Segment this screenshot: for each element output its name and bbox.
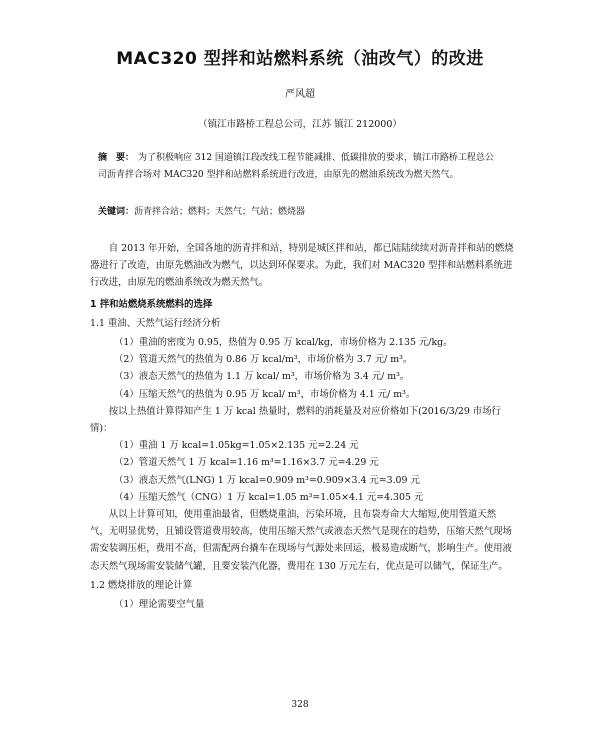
- author-name: 严风超: [285, 89, 315, 100]
- body-text: [90, 240, 514, 613]
- list-item: （3）液态天然气的热值为 1.1 万 kcal/ m³，市场价格为 3.4 元/ m³。: [114, 371, 410, 383]
- list-item: （2）管道天然气 1 万 kcal=1.16 m³=1.16×3.7 元=4.29 元: [114, 457, 379, 469]
- abstract-text: 为了积极响应 312 国道镇江段改线工程节能减排、低碳排放的要求，镇江市路桥工程总公司沥青拌合场对 MAC320 型拌和站燃料系统进行改进，由原先的燃油系统改为燃天然气。: [98, 153, 494, 180]
- list-item: （4）压缩天然气的热值为 0.95 万 kcal/ m³，市场价格为 4.1 元/ m³。: [114, 388, 416, 400]
- abstract-label: 摘 要：: [98, 153, 135, 163]
- section-heading: 1 拌和站燃烧系统燃料的选择: [90, 298, 213, 310]
- paper-title: MAC320 型拌和站燃料系统（油改气）的改进: [116, 49, 484, 69]
- page-number: 328: [291, 700, 309, 710]
- subsection-heading: 1.1 重油、天然气运行经济分析: [90, 317, 221, 329]
- affiliation: （镇江市路桥工程总公司，江苏 镇江 212000）: [198, 119, 402, 130]
- keywords: [98, 204, 502, 221]
- list-item: （4）压缩天然气（CNG）1 万 kcal=1.05 m³=1.05×4.1 元=4.305 元: [114, 491, 424, 503]
- subsection-heading: 1.2 燃烧排放的理论计算: [90, 579, 193, 591]
- list-item: （1）理论需要空气量: [114, 599, 205, 611]
- calc-intro-paragraph: 按以上热值计算得知产生 1 万 kcal 热量时，燃料的消耗量及对应价格如下(2016/3/29 市场行情)：: [90, 405, 501, 435]
- list-item: （3）液态天然气(LNG) 1 万 kcal=0.909 m³=0.909×3.4 元=3.09 元: [114, 474, 420, 486]
- keywords-text: 沥青拌合站；燃料；天然气；气站；燃烧器: [134, 207, 306, 217]
- list-item: （2）管道天然气的热值为 0.86 万 kcal/m³，市场价格为 3.7 元/ m³。: [114, 354, 413, 366]
- list-item: （1）重油的密度为 0.95，热值为 0.95 万 kcal/kg，市场价格为 2.135 元/kg。: [114, 337, 453, 349]
- intro-paragraph: 自 2013 年开始，全国各地的沥青拌和站，特别是城区拌和站，都已陆陆续续对沥青拌和站的燃烧器进行了改造，由原先燃油改为燃气，以达到环保要求。为此，我们对 MAC320 型拌和站燃料系统进行改进，由原先的燃油系统改为燃天然气。: [90, 243, 514, 289]
- abstract: [98, 150, 502, 184]
- keywords-label: 关键词：: [98, 207, 135, 217]
- list-item: （1）重油 1 万 kcal=1.05kg=1.05×2.135 元=2.24 元: [114, 440, 359, 452]
- conclusion-paragraph: 从以上计算可知，使用重油最省，但燃烧重油，污染环境，且布袋寿命大大缩短,使用管道天然气，无明显优势，且铺设管道费用较高，使用压缩天然气或液态天然气是现在的趋势，压缩天然气现场需安装调压柜，费用不高，但需配两台撬车在现场与气源处来回运，极易造成断气，影响生产。使用液态天然气现场需安装储气罐，且要安装汽化器，费用在 130 万元左右，优点是可以储气，保证生产。: [90, 509, 512, 572]
